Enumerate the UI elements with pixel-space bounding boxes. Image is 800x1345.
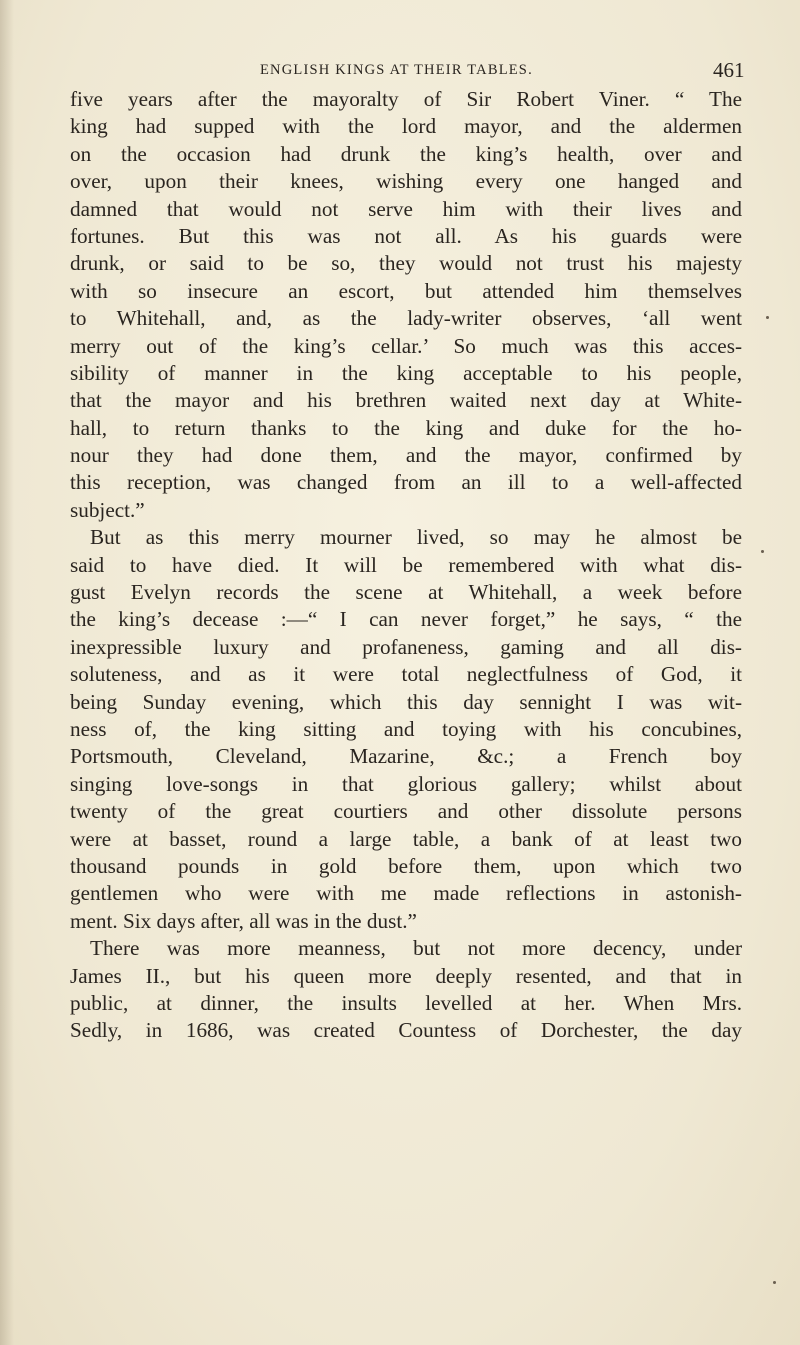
text-line: ment. Six days after, all was in the dust.”	[70, 908, 417, 933]
text-line: said to have died. It will be remembered with what dis-	[70, 552, 742, 577]
text-line: five years after the mayoralty of Sir Robert Viner. “ The	[70, 87, 742, 111]
page-number: 461	[713, 58, 745, 82]
text-line: to Whitehall, and, as the lady-writer observes, ‘all went	[70, 306, 742, 331]
text-line: But as this merry mourner lived, so may he almost be	[90, 525, 742, 550]
paper-speck	[766, 316, 769, 319]
text-line: There was more meanness, but not more decency, under	[90, 936, 742, 961]
text-line: twenty of the great courtiers and other dissolute persons	[70, 799, 742, 824]
text-line: on the occasion had drunk the king’s health, over and	[70, 141, 742, 166]
page-header	[0, 58, 800, 88]
text-line: inexpressible luxury and profaneness, gaming and all dis-	[70, 634, 742, 659]
text-line: the king’s decease :—“ I can never forget,” he says, “ the	[70, 607, 742, 632]
text-line: king had supped with the lord mayor, and the aldermen	[70, 114, 742, 139]
text-line: this reception, was changed from an ill to a well-affected	[70, 470, 742, 495]
text-line: thousand pounds in gold before them, upon which two	[70, 853, 742, 878]
text-line: Portsmouth, Cleveland, Mazarine, &c.; a French boy	[70, 744, 742, 769]
text-line: singing love-songs in that glorious gallery; whilst about	[70, 771, 742, 796]
text-line: gust Evelyn records the scene at Whitehall, a week before	[70, 580, 742, 605]
gutter-shadow	[0, 0, 14, 1345]
running-head: ENGLISH KINGS AT THEIR TABLES.	[260, 62, 533, 78]
text-line: nour they had done them, and the mayor, confirmed by	[70, 443, 742, 468]
paper-speck	[773, 1281, 776, 1284]
text-line: subject.”	[70, 497, 145, 522]
text-line: being Sunday evening, which this day sennight I was wit-	[70, 689, 742, 714]
paper-speck	[761, 550, 764, 553]
text-line: James II., but his queen more deeply resented, and that in	[70, 963, 742, 988]
text-line: gentlemen who were with me made reflections in astonish-	[70, 881, 742, 906]
text-line: damned that would not serve him with their lives and	[70, 196, 742, 221]
text-line: sibility of manner in the king acceptable to his people,	[70, 360, 742, 385]
text-line: Sedly, in 1686, was created Countess of Dorchester, the day	[70, 1018, 742, 1043]
text-line: hall, to return thanks to the king and duke for the ho-	[70, 415, 742, 440]
text-line: were at basset, round a large table, a bank of at least two	[70, 826, 742, 851]
text-line: merry out of the king’s cellar.’ So much was this acces-	[70, 333, 742, 358]
text-line: ness of, the king sitting and toying with his concubines,	[70, 716, 742, 741]
body-text	[70, 86, 742, 1045]
text-line: that the mayor and his brethren waited next day at White-	[70, 388, 742, 413]
text-line: fortunes. But this was not all. As his guards were	[70, 223, 742, 248]
text-line: soluteness, and as it were total neglectfulness of God, it	[70, 662, 742, 687]
text-line: public, at dinner, the insults levelled at her. When Mrs.	[70, 990, 742, 1015]
text-line: over, upon their knees, wishing every one hanged and	[70, 169, 742, 194]
text-line: drunk, or said to be so, they would not trust his majesty	[70, 251, 742, 276]
text-line: with so insecure an escort, but attended him themselves	[70, 278, 742, 303]
